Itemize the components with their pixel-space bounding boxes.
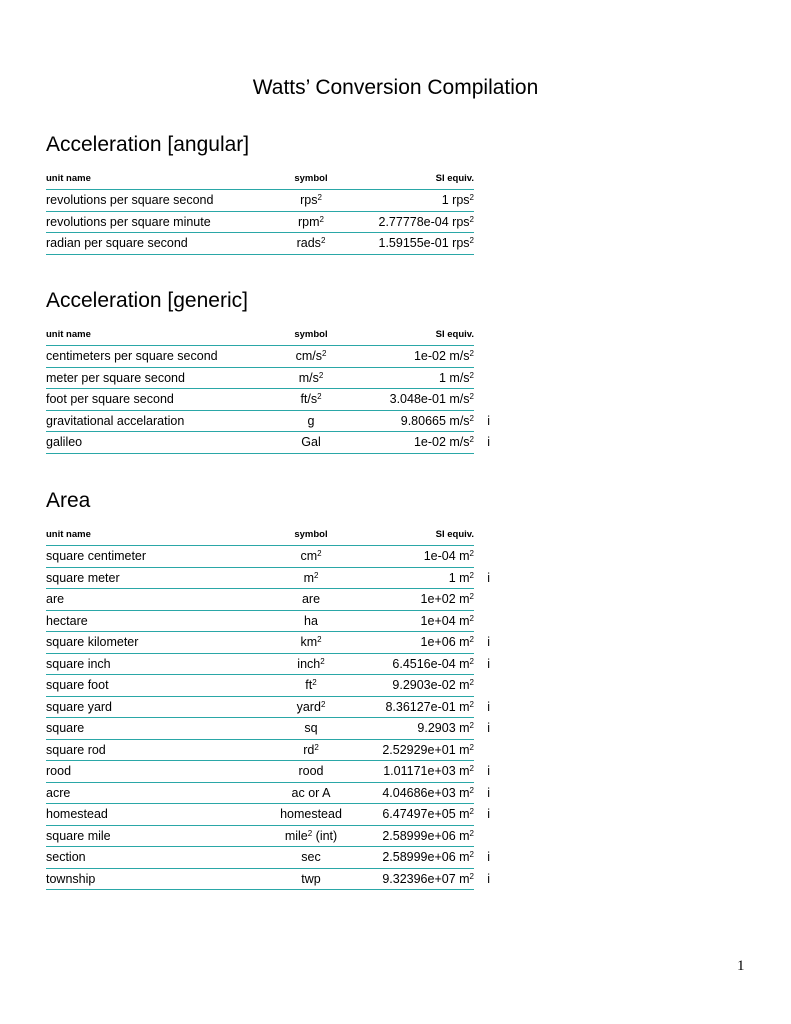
header-unit-name: unit name [46, 323, 268, 346]
si-exponent: 2 [469, 721, 474, 731]
table-row [46, 847, 490, 869]
symbol-text: twp [301, 871, 321, 886]
unit-symbol [268, 761, 354, 783]
section-acceleration-angular [46, 133, 490, 255]
unit-name: galileo [46, 432, 268, 454]
symbol-text: m/s [298, 370, 319, 385]
unit-name: square rod [46, 739, 268, 761]
si-exponent: 2 [469, 549, 474, 559]
table-row [46, 389, 490, 411]
table-row [46, 567, 490, 589]
symbol-exponent: 2 [317, 549, 322, 559]
si-exponent: 2 [469, 785, 474, 795]
unit-symbol [268, 410, 354, 432]
info-marker: i [487, 764, 490, 779]
si-value: 1e+06 m [420, 635, 470, 650]
symbol-text: cm/s [295, 349, 322, 364]
si-equivalent [354, 610, 474, 632]
symbol-text: cm [300, 549, 318, 564]
symbol-text: yard [296, 699, 321, 714]
unit-symbol [268, 675, 354, 697]
si-value: 1e-04 m [423, 549, 470, 564]
si-equivalent [354, 589, 474, 611]
si-equivalent [354, 739, 474, 761]
info-marker [474, 546, 490, 568]
symbol-exponent: 2 [319, 214, 324, 224]
unit-symbol [268, 782, 354, 804]
si-value: 6.4516e-04 m [392, 656, 470, 671]
info-marker: i [487, 785, 490, 800]
si-equivalent [354, 432, 474, 454]
si-equivalent [354, 782, 474, 804]
info-marker [474, 367, 490, 389]
symbol-text: inch [297, 656, 321, 671]
section-heading: Area [46, 489, 91, 512]
section-area [46, 489, 490, 890]
symbol-text: m [303, 570, 314, 585]
info-marker [474, 389, 490, 411]
si-equivalent [354, 190, 474, 212]
table-row [46, 233, 490, 255]
si-exponent: 2 [469, 236, 474, 246]
si-value: 1 rps [441, 193, 470, 208]
unit-name: section [46, 847, 268, 869]
unit-name: hectare [46, 610, 268, 632]
symbol-exponent: 2 [320, 656, 325, 666]
si-equivalent [354, 804, 474, 826]
unit-symbol [268, 389, 354, 411]
unit-name: square meter [46, 567, 268, 589]
si-value: 1 m/s [438, 370, 470, 385]
si-value: 9.32396e+07 m [382, 871, 470, 886]
si-value: 9.2903e-02 m [392, 678, 470, 693]
si-equivalent [354, 868, 474, 890]
symbol-text: are [301, 592, 321, 607]
si-value: 1e+04 m [420, 613, 470, 628]
si-value: 3.048e-01 m/s [389, 392, 470, 407]
units-table [46, 167, 490, 255]
symbol-text: rpm [298, 214, 320, 229]
symbol-text: rads [296, 236, 321, 251]
info-marker: i [487, 699, 490, 714]
unit-symbol [268, 718, 354, 740]
si-exponent: 2 [469, 392, 474, 402]
header-si-equiv: SI equiv. [354, 167, 474, 190]
info-marker [474, 675, 490, 697]
section-acceleration-generic [46, 289, 490, 454]
symbol-text: homestead [280, 807, 342, 822]
si-exponent: 2 [469, 742, 474, 752]
si-value: 1.59155e-01 rps [378, 236, 470, 251]
info-marker: i [487, 721, 490, 736]
si-value: 2.58999e+06 m [382, 828, 470, 843]
symbol-text: Gal [301, 435, 321, 450]
header-si-equiv: SI equiv. [354, 523, 474, 546]
info-marker: i [487, 635, 490, 650]
header-info-spacer [474, 523, 490, 546]
symbol-text: ft [305, 678, 313, 693]
symbol-text: g [307, 413, 315, 428]
unit-symbol [268, 610, 354, 632]
unit-symbol [268, 190, 354, 212]
table-header-row [46, 167, 490, 190]
unit-name: gravitational accelaration [46, 410, 268, 432]
symbol-exponent: 2 [317, 635, 322, 645]
table-row [46, 782, 490, 804]
unit-name: foot per square second [46, 389, 268, 411]
symbol-text: rood [298, 764, 324, 779]
si-equivalent [354, 389, 474, 411]
si-value: 4.04686e+03 m [382, 785, 470, 800]
info-marker [474, 346, 490, 368]
symbol-exponent: 2 [313, 570, 319, 580]
symbol-text: ac or A [291, 785, 331, 800]
unit-symbol [268, 868, 354, 890]
si-equivalent [354, 653, 474, 675]
info-marker: i [487, 807, 490, 822]
info-marker: i [487, 570, 490, 585]
si-equivalent [354, 675, 474, 697]
info-marker: i [487, 850, 490, 865]
unit-name: square kilometer [46, 632, 268, 654]
info-marker [474, 211, 490, 233]
si-equivalent [354, 847, 474, 869]
unit-name: square [46, 718, 268, 740]
unit-symbol [268, 367, 354, 389]
si-value: 8.36127e-01 m [385, 699, 470, 714]
si-equivalent [354, 233, 474, 255]
header-info-spacer [474, 323, 490, 346]
table-row [46, 696, 490, 718]
symbol-text: ft/s [300, 392, 318, 407]
unit-symbol [268, 847, 354, 869]
unit-name: are [46, 589, 268, 611]
table-row [46, 546, 490, 568]
unit-symbol [268, 233, 354, 255]
si-exponent: 2 [469, 699, 474, 709]
unit-name: square inch [46, 653, 268, 675]
si-exponent: 2 [469, 193, 474, 203]
unit-name: revolutions per square second [46, 190, 268, 212]
info-marker [474, 610, 490, 632]
symbol-exponent: 2 [320, 236, 326, 246]
info-marker [474, 233, 490, 255]
table-row [46, 653, 490, 675]
info-marker: i [487, 435, 490, 450]
header-si-equiv: SI equiv. [354, 323, 474, 346]
table-row [46, 190, 490, 212]
symbol-exponent: 2 [320, 699, 326, 709]
header-info-spacer [474, 167, 490, 190]
si-equivalent [354, 346, 474, 368]
info-marker [474, 190, 490, 212]
unit-name: square yard [46, 696, 268, 718]
si-value: 9.80665 m/s [400, 413, 470, 428]
symbol-exponent: 2 [317, 193, 322, 203]
si-equivalent [354, 718, 474, 740]
page-number: 1 [737, 958, 745, 974]
symbol-text: sec [301, 850, 321, 865]
symbol-exponent: 2 [321, 349, 327, 359]
si-exponent: 2 [469, 613, 474, 623]
unit-name: radian per square second [46, 233, 268, 255]
table-header-row [46, 323, 490, 346]
table-row [46, 589, 490, 611]
table-row [46, 825, 490, 847]
unit-name: revolutions per square minute [46, 211, 268, 233]
unit-symbol [268, 589, 354, 611]
si-exponent: 2 [469, 570, 474, 580]
si-equivalent [354, 761, 474, 783]
si-equivalent [354, 696, 474, 718]
table-row [46, 739, 490, 761]
info-marker: i [487, 413, 490, 428]
si-value: 1 m [448, 570, 470, 585]
symbol-exponent: 2 [307, 828, 313, 838]
header-unit-name: unit name [46, 167, 268, 190]
si-exponent: 2 [469, 592, 474, 602]
section-heading: Acceleration [angular] [46, 133, 250, 156]
header-symbol: symbol [268, 323, 354, 346]
symbol-exponent: 2 [317, 392, 322, 402]
unit-symbol [268, 653, 354, 675]
table-row [46, 675, 490, 697]
symbol-text: rd [303, 742, 315, 757]
si-exponent: 2 [469, 435, 474, 445]
si-equivalent [354, 825, 474, 847]
unit-name: meter per square second [46, 367, 268, 389]
table-row [46, 868, 490, 890]
si-exponent: 2 [469, 635, 474, 645]
symbol-exponent: 2 [314, 742, 319, 752]
si-value: 1e-02 m/s [413, 435, 470, 450]
table-row [46, 367, 490, 389]
unit-symbol [268, 825, 354, 847]
si-exponent: 2 [469, 850, 474, 860]
header-symbol: symbol [268, 167, 354, 190]
si-exponent: 2 [469, 656, 474, 666]
si-equivalent [354, 211, 474, 233]
si-equivalent [354, 410, 474, 432]
unit-name: square foot [46, 675, 268, 697]
header-symbol: symbol [268, 523, 354, 546]
unit-symbol [268, 632, 354, 654]
info-marker [474, 825, 490, 847]
table-header-row [46, 523, 490, 546]
si-exponent: 2 [469, 370, 474, 380]
si-value: 2.58999e+06 m [382, 850, 470, 865]
si-exponent: 2 [469, 764, 474, 774]
document-title: Watts’ Conversion Compilation [252, 76, 539, 99]
unit-name: centimeters per square second [46, 346, 268, 368]
table-row [46, 804, 490, 826]
si-exponent: 2 [469, 871, 474, 881]
symbol-suffix: (int) [312, 828, 338, 843]
si-exponent: 2 [469, 214, 474, 224]
header-unit-name: unit name [46, 523, 268, 546]
info-marker: i [487, 871, 490, 886]
si-exponent: 2 [469, 828, 474, 838]
symbol-text: rps [300, 193, 318, 208]
section-heading: Acceleration [generic] [46, 289, 248, 312]
si-exponent: 2 [469, 349, 474, 359]
table-row [46, 632, 490, 654]
si-value: 1.01171e+03 m [383, 764, 470, 779]
units-table [46, 323, 490, 454]
table-row [46, 432, 490, 454]
si-value: 2.77778e-04 rps [378, 214, 470, 229]
si-equivalent [354, 367, 474, 389]
symbol-text: ha [304, 613, 318, 628]
unit-symbol [268, 739, 354, 761]
symbol-exponent: 2 [312, 678, 317, 688]
si-exponent: 2 [469, 678, 474, 688]
unit-symbol [268, 567, 354, 589]
si-exponent: 2 [469, 807, 474, 817]
table-row [46, 718, 490, 740]
unit-name: acre [46, 782, 268, 804]
symbol-text: km [300, 635, 318, 650]
unit-name: homestead [46, 804, 268, 826]
unit-symbol [268, 346, 354, 368]
si-value: 1e-02 m/s [413, 349, 470, 364]
table-row [46, 211, 490, 233]
info-marker: i [487, 656, 490, 671]
symbol-text: sq [304, 721, 318, 736]
table-row [46, 610, 490, 632]
unit-symbol [268, 211, 354, 233]
unit-symbol [268, 804, 354, 826]
units-table [46, 523, 490, 890]
info-marker [474, 739, 490, 761]
si-exponent: 2 [469, 413, 474, 423]
si-equivalent [354, 632, 474, 654]
info-marker [474, 589, 490, 611]
unit-name: rood [46, 761, 268, 783]
table-row [46, 761, 490, 783]
unit-symbol [268, 432, 354, 454]
si-equivalent [354, 567, 474, 589]
unit-name: township [46, 868, 268, 890]
si-equivalent [354, 546, 474, 568]
si-value: 1e+02 m [420, 592, 470, 607]
unit-symbol [268, 546, 354, 568]
symbol-exponent: 2 [318, 370, 324, 380]
unit-symbol [268, 696, 354, 718]
si-value: 2.52929e+01 m [382, 742, 470, 757]
table-row [46, 346, 490, 368]
symbol-text: mile [284, 828, 308, 843]
unit-name: square mile [46, 825, 268, 847]
si-value: 9.2903 m [417, 721, 470, 736]
table-row [46, 410, 490, 432]
unit-name: square centimeter [46, 546, 268, 568]
si-value: 6.47497e+05 m [382, 807, 470, 822]
